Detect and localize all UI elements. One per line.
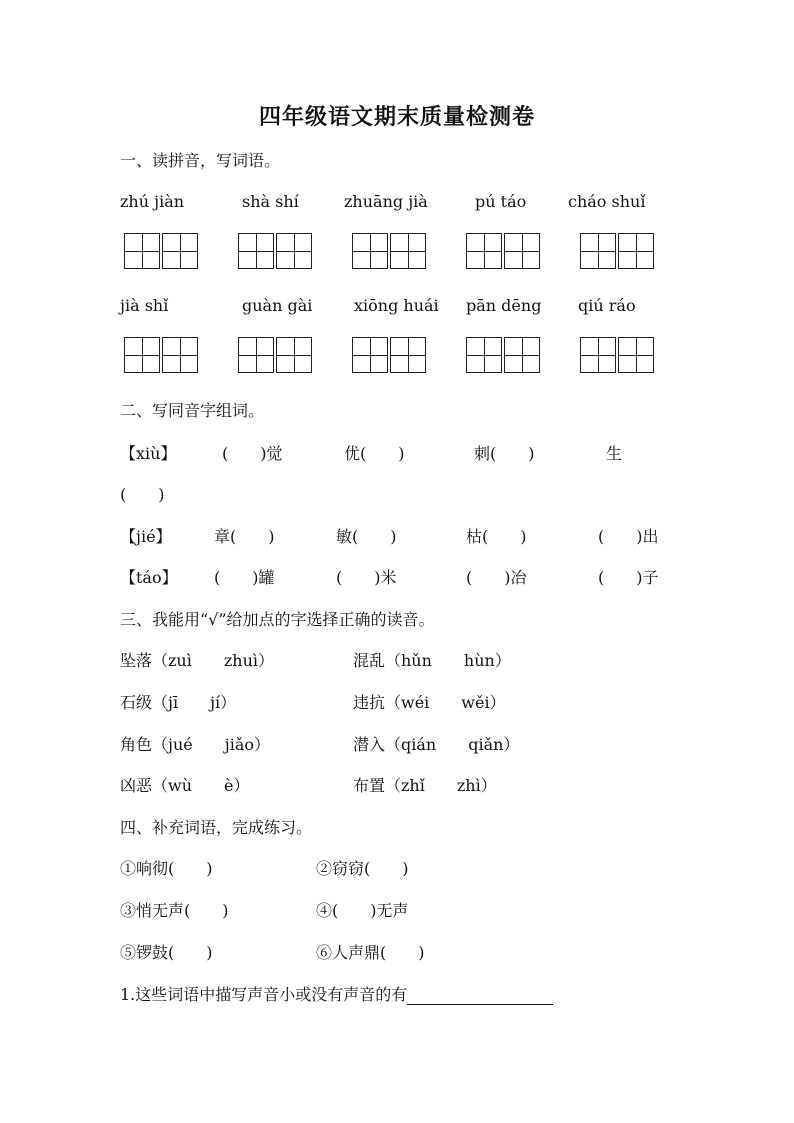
char-grid-1-4[interactable] bbox=[466, 233, 540, 269]
reading-item-1: 坠落（zuì zhuì） bbox=[120, 651, 275, 670]
pinyin-2-3: xiōng huái bbox=[354, 296, 439, 315]
pinyin-1-3: zhuāng jià bbox=[344, 192, 428, 211]
char-grid-2-4[interactable] bbox=[466, 337, 540, 373]
jie-item-2: 敏( ) bbox=[336, 527, 397, 546]
reading-item-5: 角色（jué jiǎo） bbox=[120, 735, 270, 754]
reading-item-6: 潜入（qián qiǎn） bbox=[353, 735, 520, 754]
idiom-item-3: ③悄无声( ) bbox=[120, 901, 229, 920]
pinyin-1-2: shà shí bbox=[242, 192, 299, 211]
tao-label: 【táo】 bbox=[120, 568, 178, 587]
question-1-text: 1.这些词语中描写声音小或没有声音的有 bbox=[120, 985, 408, 1004]
section1-heading: 一、读拼音，写词语。 bbox=[120, 151, 281, 170]
char-grid-2-5[interactable] bbox=[580, 337, 654, 373]
xiu-item-5: ( ) bbox=[120, 485, 165, 504]
tao-item-1: ( )罐 bbox=[214, 568, 275, 587]
pinyin-2-1: jià shǐ bbox=[120, 296, 169, 315]
pinyin-2-5: qiú ráo bbox=[578, 296, 636, 315]
char-grid-2-3[interactable] bbox=[352, 337, 426, 373]
char-grid-1-3[interactable] bbox=[352, 233, 426, 269]
xiu-item-1: ( )觉 bbox=[222, 444, 283, 463]
tao-item-4: ( )子 bbox=[598, 568, 659, 587]
idiom-item-5: ⑤锣鼓( ) bbox=[120, 943, 213, 962]
pinyin-1-1: zhú jiàn bbox=[120, 192, 185, 211]
reading-item-3: 石级（jī jí） bbox=[120, 693, 237, 712]
jie-item-4: ( )出 bbox=[598, 527, 659, 546]
section3-heading: 三、我能用“√”给加点的字选择正确的读音。 bbox=[120, 610, 435, 629]
char-grid-2-2[interactable] bbox=[238, 337, 312, 373]
tao-item-2: ( )米 bbox=[336, 568, 397, 587]
reading-item-8: 布置（zhǐ zhì） bbox=[353, 776, 497, 795]
char-grid-1-5[interactable] bbox=[580, 233, 654, 269]
idiom-item-1: ①响彻( ) bbox=[120, 859, 213, 878]
pinyin-1-5: cháo shuǐ bbox=[568, 192, 646, 211]
tao-item-3: ( )冶 bbox=[466, 568, 527, 587]
answer-blank[interactable] bbox=[407, 988, 553, 1005]
reading-item-4: 违抗（wéi wěi） bbox=[353, 693, 506, 712]
idiom-item-6: ⑥人声鼎( ) bbox=[316, 943, 425, 962]
char-grid-1-2[interactable] bbox=[238, 233, 312, 269]
reading-item-7: 凶恶（wù è） bbox=[120, 776, 250, 795]
reading-item-2: 混乱（hǔn hùn） bbox=[353, 651, 511, 670]
char-grid-1-1[interactable] bbox=[124, 233, 198, 269]
section2-heading: 二、写同音字组词。 bbox=[120, 401, 265, 420]
xiu-label: 【xiù】 bbox=[120, 444, 177, 463]
jie-item-1: 章( ) bbox=[214, 527, 275, 546]
pinyin-1-4: pú táo bbox=[475, 192, 527, 211]
jie-label: 【jié】 bbox=[120, 527, 172, 546]
page-title: 四年级语文期末质量检测卷 bbox=[258, 104, 535, 130]
xiu-item-3: 刺( ) bbox=[474, 444, 535, 463]
question-1 bbox=[120, 982, 553, 1005]
pinyin-2-4: pān dēng bbox=[466, 296, 542, 315]
idiom-item-4: ④( )无声 bbox=[316, 901, 409, 920]
section4-heading: 四、补充词语，完成练习。 bbox=[120, 818, 313, 837]
jie-item-3: 枯( ) bbox=[466, 527, 527, 546]
xiu-item-4: 生 bbox=[606, 444, 623, 463]
idiom-item-2: ②窃窃( ) bbox=[316, 859, 409, 878]
char-grid-2-1[interactable] bbox=[124, 337, 198, 373]
xiu-item-2: 优( ) bbox=[344, 444, 405, 463]
pinyin-2-2: guàn gài bbox=[242, 296, 313, 315]
